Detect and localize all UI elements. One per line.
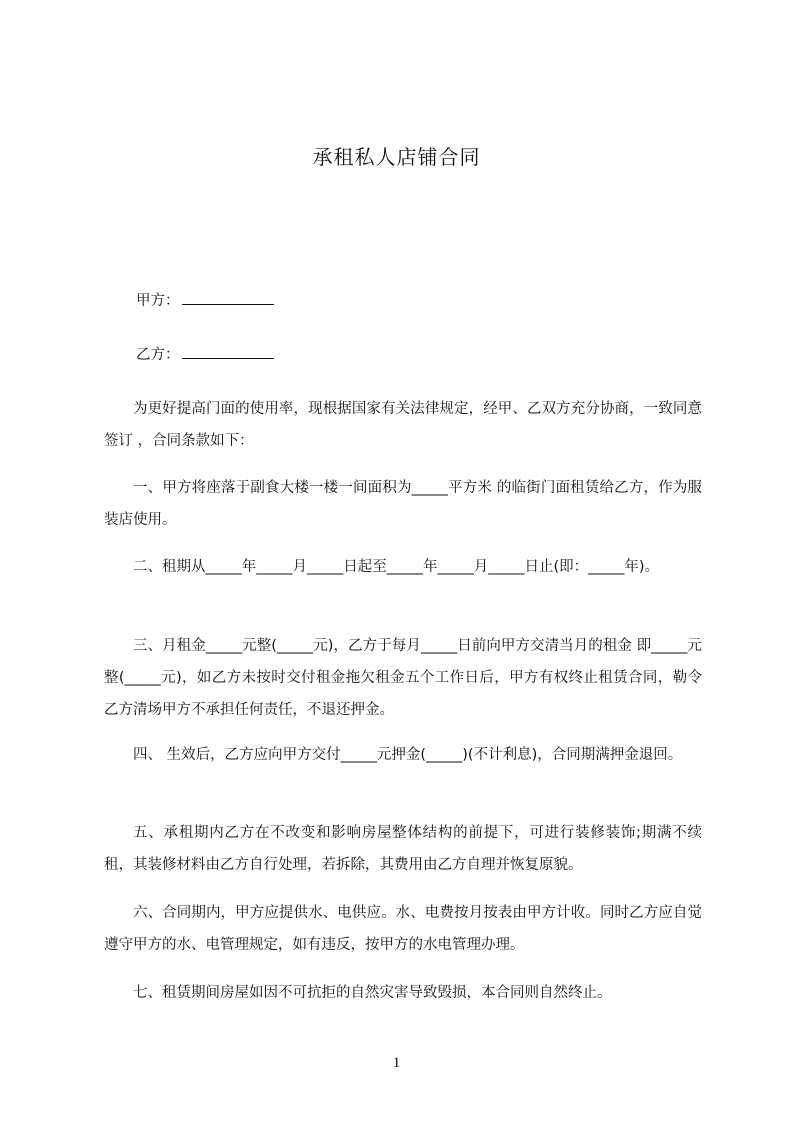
party-b-blank <box>182 344 274 359</box>
party-a-label: 甲方： <box>136 293 180 309</box>
clause-3: 三、月租金_____元整(_____元)，乙方于每月_____日前向甲方交清当月的租金 即_____元整(_____元)，如乙方未按时交付租金拖欠租金五个工作日后，甲方有权终止租赁合同，勒令乙方清场甲方不承担任何责任，不退还押金。 <box>104 638 702 718</box>
clause-1: 一、甲方将座落于副食大楼一楼一间面积为_____平方米 的临街门面租赁给乙方，作为服装店使用。 <box>104 480 702 528</box>
party-b-label: 乙方： <box>136 347 180 363</box>
clause-2: 二、租期从_____年_____月_____日起至_____年_____月_____日止(即：_____年)。 <box>133 559 660 575</box>
clause-7: 七、租赁期间房屋如因不可抗拒的自然灾害导致毁损，本合同则自然终止。 <box>133 985 612 1001</box>
clause-6: 六、合同期内，甲方应提供水、电供应。水、电费按月按表由甲方计收。同时乙方应自觉遵守甲方的水、电管理规定，如有违反，按甲方的水电管理办理。 <box>104 905 702 953</box>
party-b-line <box>136 344 274 365</box>
intro-paragraph: 为更好提高门面的使用率，现根据国家有关法律规定，经甲、乙双方充分协商，一致同意签订 ，合同条款如下： <box>104 401 702 449</box>
document-title: 承租私人店铺合同 <box>312 145 481 169</box>
clause-5: 五、承租期内乙方在不改变和影响房屋整体结构的前提下，可进行装修装饰;期满不续租，其装修材料由乙方自行处理，若拆除，其费用由乙方自理并恢复原貌。 <box>104 825 702 873</box>
clause-4: 四、 生效后，乙方应向甲方交付_____元押金(_____)(不计利息)，合同期满押金退回。 <box>133 747 683 763</box>
page-number: 1 <box>392 1055 401 1071</box>
party-a-blank <box>182 290 274 305</box>
party-a-line <box>136 290 274 311</box>
